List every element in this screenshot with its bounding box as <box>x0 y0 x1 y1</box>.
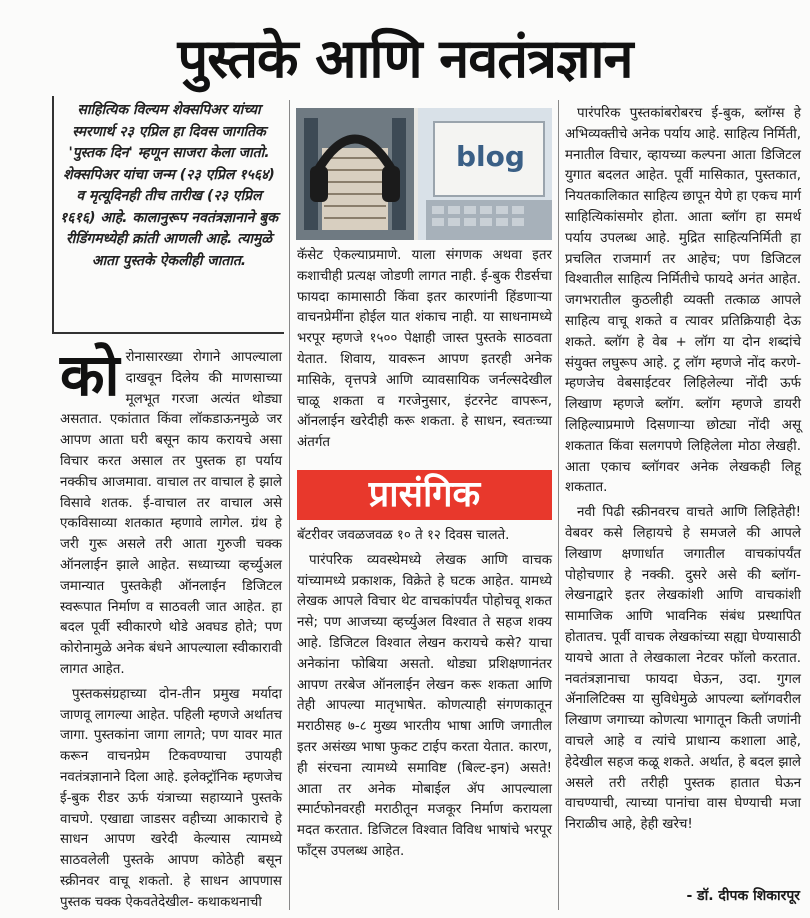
intro-text: साहित्यिक विल्यम शेक्सपिअर यांच्या स्मरणार्थ २३ एप्रिल हा दिवस जागतिक 'पुस्तक दिन' म्हणून साजरा केला जातो. शेक्सपिअर यांचा जन्म (२३ एप्रिल १५६४) व मृत्यूदिनही तीच तारीख (२३ एप्रिल १६१६) आहे. कालानुरूप नवतंत्रज्ञानाने बुक रीडिंगमध्येही क्रांती आणली आहे. त्यामुळे आता पुस्तके ऐकलीही जातात. <box>60 102 278 269</box>
prasangik-tag: प्रासंगिक <box>297 470 552 520</box>
col-divider-2 <box>558 100 559 910</box>
intro-bottom-rule <box>52 332 284 334</box>
column-1-body <box>60 341 282 918</box>
column-2-top <box>297 246 552 458</box>
headline: पुस्तके आणि नवतंत्रज्ञान <box>177 27 633 90</box>
column-2-bottom <box>297 526 552 867</box>
author-signature: - डॉ. दीपक शिकारपूर <box>686 888 800 904</box>
dropcap: को <box>60 341 120 409</box>
col-divider-1 <box>289 100 290 910</box>
col3-paragraph-1: पारंपरिक पुस्तकांबरोबरच ई-बुक, ब्लॉग्स हे अभिव्यक्तीचे अनेक पर्याय आहे. साहित्य निर्मिती, मनातील विचार, व्हायच्या कल्पना आता डिजिटल युगात बदलत आहेत. पूर्वी मासिकात, पुस्तकात, नियतकालिकात साहित्य छापून येणे हा एकच मार्ग साहित्यिकांसमोर होता. आता ब्लॉग हा समर्थ पर्याय उपलब्ध आहे. मुद्रित साहित्यनिर्मिती हा प्रचलित राजमार्ग तर आहेच; पण डिजिटल विश्वातील साहित्य निर्मितीचे फायदे अनंत आहेत. जगभरातील कुठलीही व्यक्ती तत्काळ आपले साहित्य वाचू शकते व त्यावर प्रतिक्रियाही देऊ शकते. ब्लॉग हे वेब + लॉग या दोन शब्दांचे संयुक्त लघुरूप आहे. ट्र लॉग म्हणजे नोंद करणे- म्हणजेच वेबसाईटवर लिहिलेल्या नोंदी ऊर्फ लिखाण म्हणजे ब्लॉग. ब्लॉग म्हणजे डायरी लिहिल्याप्रमाणे दिसणाऱ्या छोट्या नोंदी असू शकतात किंवा सलगपणे लिहिलेला मोठा लेखही. आता एकाच ब्लॉगवर अनेक लेखकही लिहू शकतात. <box>565 106 801 496</box>
headphones-books-blog-illustration <box>296 108 552 240</box>
col1-paragraph-2: पुस्तकसंग्रहाच्या दोन-तीन प्रमुख मर्यादा जाणवू लागल्या आहेत. पहिली म्हणजे अर्थातच जागा. पुस्तकांना जागा लागते; पण यावर मात करून वाचनप्रेम टिकवण्याचा उपायही नवतंत्रज्ञानाने दिला आहे. इलेक्ट्रॉनिक म्हणजेच ई-बुक रीडर ऊर्फ यंत्राच्या सहाय्याने पुस्तके वाचणे. एखाद्या जाडसर वहीच्या आकाराचे हे साधन आपण खरेदी केल्यास त्यामध्ये साठवलेली पुस्तके आपण कोठेही बसून स्क्रीनवर वाचू शकतो. हे साधन आपणास पुस्तक चक्क ऐकवतेदेखील- कथाकथनाची <box>60 686 282 910</box>
col1-paragraph-1: रोनासारख्या रोगाने आपल्याला दाखवून दिलेय की माणसाच्या मूलभूत गरजा अत्यंत थोड्या असतात. एकांतात किंवा लॉकडाऊनमुळे जर आपण आता घरी बसून काय करायचे असा विचार करत असाल तर पुस्तक हा पर्याय नक्कीच आजमावा. वाचाल तर वाचाल हे झाले विसावे शतक. ई-वाचाल तर वाचाल असे एकविसाव्या शतकात म्हणावे लागेल. ग्रंथ हे जरी गुरू असले तरी आता गुरुजी चक्क ऑनलाईन झाले आहेत. सध्याच्या व्हर्च्युअल जमान्यात पुस्तकेही ऑनलाईन डिजिटल स्वरूपात निर्माण व साठवली जात आहेत. हा बदल पूर्वी स्वीकारणे थोडे अवघड होते; पण कोरोनामुळे अनेक बंधने आपल्याला स्वीकारावी लागत आहेत. <box>60 350 282 677</box>
blog-word: blog <box>456 140 525 173</box>
left-border <box>52 96 54 332</box>
column-3-body <box>565 104 801 840</box>
col2-paragraph-1: कॅसेट ऐकल्याप्रमाणे. याला संगणक अथवा इतर कशाचीही प्रत्यक्ष जोडणी लागत नाही. ई-बुक रीडर्सचा फायदा कामासाठी किंवा इतर कारणांनी हिंडणाऱ्या वाचनप्रेमींना होईल यात शंकाच नाही. या साधनामध्ये भरपूर म्हणजे १५०० पेक्षाही जास्त पुस्तके साठवता येतात. शिवाय, यावरून आपण इतरही अनेक मासिके, वृत्तपत्रे आणि व्यावसायिक जर्नल्सदेखील चाळू शकता व गरजेनुसार, इंटरनेट वापरून, ऑनलाईन खरेदीही करू शकता. हे साधन, स्वतःच्या अंतर्गत <box>297 248 552 451</box>
col2-paragraph-3: पारंपरिक व्यवस्थेमध्ये लेखक आणि वाचक यांच्यामध्ये प्रकाशक, विक्रेते हे घटक आहेत. यामध्ये लेखक आपले विचार थेट वाचकांपर्यंत पोहोचवू शकत नसे; पण आजच्या व्हर्च्युअल विश्वात ते सहज शक्य आहे. डिजिटल विश्वात लेखन करायचे कसे? याचा अनेकांना फोबिया असतो. थोड्या प्रशिक्षणानंतर आपण तरबेज ऑनलाईन लेखन करू शकता आणि तेही आपल्या मातृभाषेत. कोणत्याही संगणकातून मराठीसह ७-८ मुख्य भारतीय भाषा आणि जगातील इतर असंख्य भाषा फुकट टाईप करता येतात. कारण, ही संरचना त्यामध्ये समाविष्ट (बिल्ट-इन) असते! आता तर अनेक मोबाईल ॲप आपल्याला स्मार्टफोनवरही मराठीतून मजकूर निर्माण करायला मदत करतात. डिजिटल विश्वात विविध भाषांचे भरपूर फाँट्स उपलब्ध आहेत. <box>297 552 552 859</box>
col3-paragraph-2: नवी पिढी स्क्रीनवरच वाचते आणि लिहितेही! वेबवर कसे लिहायचे हे समजले की आपले लिखाण क्षणार्धात जगातील वाचकांपर्यंत पोहोचणार हे नक्की. दुसरे असे की ब्लॉग-लेखनाद्वारे इतर लेखकांशी आणि वाचकांशी सामाजिक आणि भावनिक संबंध प्रस्थापित होतातच. पूर्वी वाचक लेखकांच्या सह्या घेण्यासाठी यायचे आता ते लेखकाला नेटवर फॉलो करतात. नवतंत्रज्ञानाचा फायदा घेऊन, उदा. गुगल ॲनालिटिक्स या सुविधेमुळे आपल्या ब्लॉगवरील लिखाण जगाच्या कोणत्या भागातून किती जणांनी वाचले आहे व त्यांचे प्राधान्य कशाला आहे, हेदेखील सहज कळू शकते. अर्थात, हे बदल झाले असले तरी तरीही पुस्तक हातात घेऊन वाचण्याची, त्याच्या पानांचा वास घेण्याची मजा निराळीच आहे, हेही खरेच! <box>565 505 801 833</box>
col2-paragraph-2: बॅटरीवर जवळजवळ १० ते १२ दिवस चालते. <box>297 528 510 543</box>
headphones-blog-image <box>296 108 552 240</box>
